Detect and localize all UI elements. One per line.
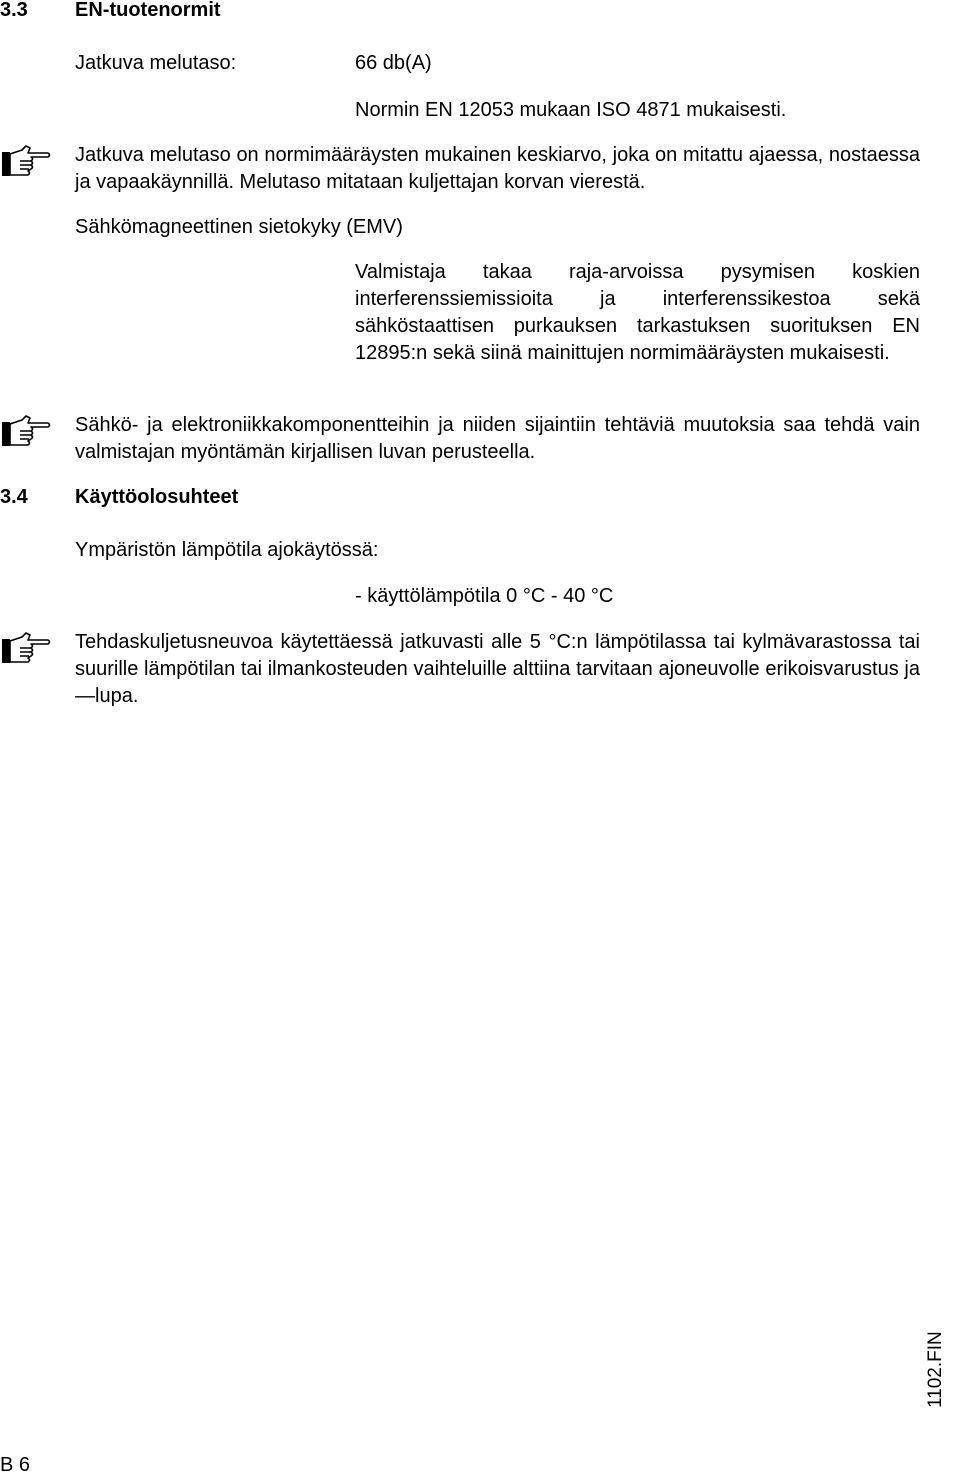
temperature-value: - käyttölämpötila 0 °C - 40 °C <box>355 585 614 607</box>
note-electronics: Sähkö- ja elektroniikkakomponentteihin ja niiden sijaintiin tehtäviä muutoksia saa tehdä vain valmistajan myöntämän kirjallisen luvan perusteella. <box>75 414 920 463</box>
section-3-4-title: Käyttöolosuhteet <box>75 486 239 508</box>
noise-value: 66 db(A) <box>355 52 432 74</box>
note-cold-storage: Tehdaskuljetusneuvoa käytettäessä jatkuvasti alle 5 °C:n lämpötilassa tai kylmävarastossa tai suurille lämpötilan tai ilmankosteuden vaihteluille alttiina tarvitaan ajoneuvolle erikoisvarustus ja —lupa. <box>75 631 920 707</box>
pointing-hand-icon <box>0 627 52 667</box>
section-3-3-number: 3.3 <box>0 0 28 21</box>
noise-label: Jatkuva melutaso: <box>75 52 237 74</box>
pointing-hand-icon <box>0 410 52 450</box>
emc-label: Sähkömagneettinen sietokyky (EMV) <box>75 216 403 238</box>
document-code: 1102.FIN <box>925 1331 946 1408</box>
section-3-4-number: 3.4 <box>0 486 28 508</box>
norm-text: Normin EN 12053 mukaan ISO 4871 mukaisesti. <box>355 99 787 121</box>
temperature-label: Ympäristön lämpötila ajokäytössä: <box>75 539 379 561</box>
note-noise: Jatkuva melutaso on normimääräysten mukainen keskiarvo, joka on mitattu ajaessa, nostaessa ja vapaakäynnillä. Melutaso mitataan kuljettajan korvan vierestä. <box>75 144 920 193</box>
emc-text: Valmistaja takaa raja-arvoissa pysymisen koskien interferenssiemissioita ja interferenssikestoa sekä sähköstaattisen purkauksen tarkastuksen suorituksen EN 12895:n sekä siinä mainittujen normimääräysten mukaisesti. <box>355 261 920 364</box>
pointing-hand-icon <box>0 140 52 180</box>
page-number: B 6 <box>0 1454 31 1476</box>
section-3-3-title: EN-tuotenormit <box>75 0 221 21</box>
